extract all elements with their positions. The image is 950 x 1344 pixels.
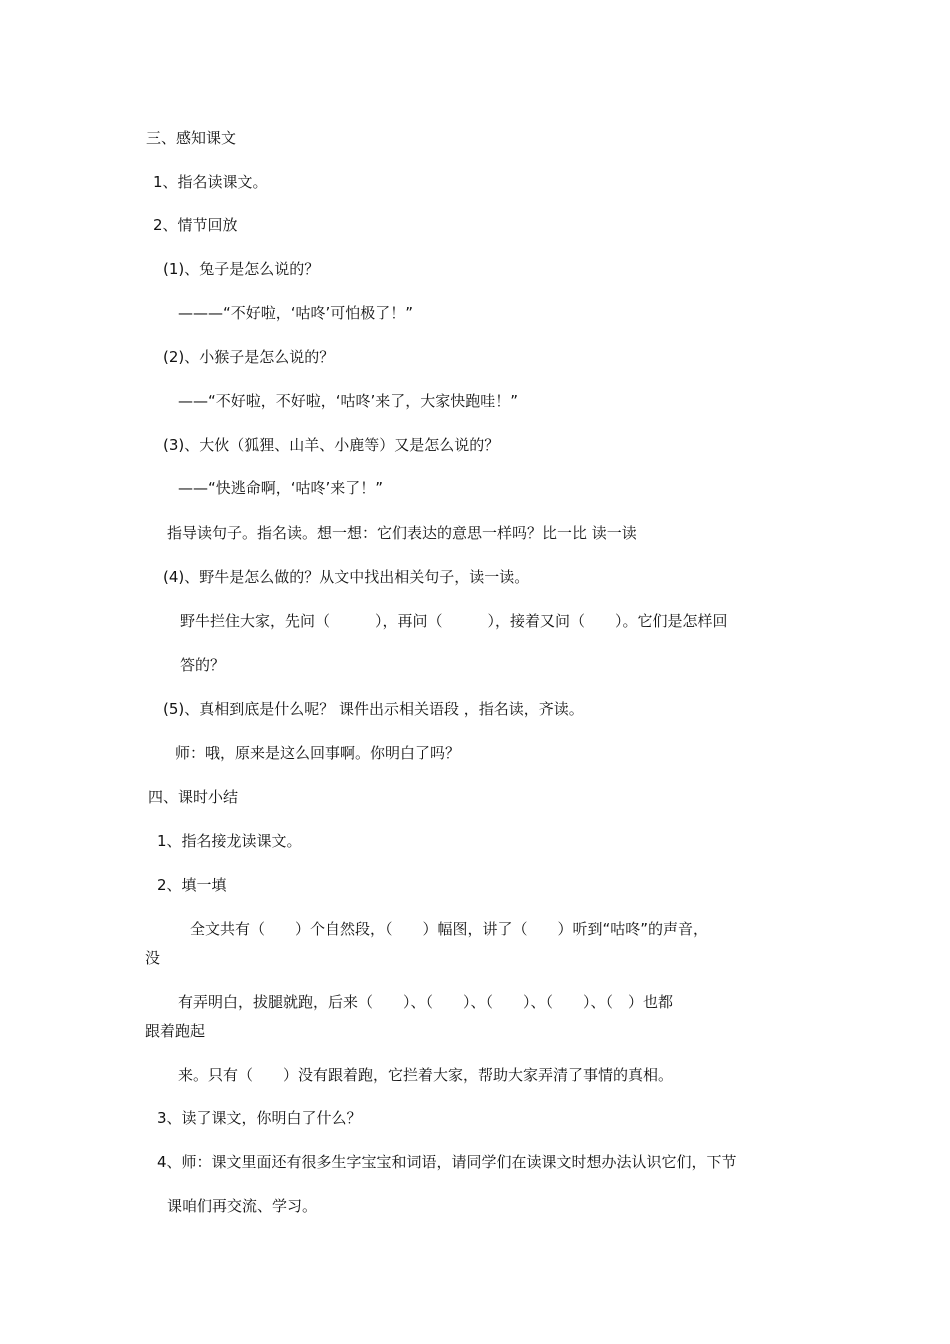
text-line: 2、填一填 [157, 876, 227, 894]
text-line: (2)、小猴子是怎么说的？ [163, 348, 335, 366]
text-line: 2、情节回放 [153, 216, 238, 234]
text-line: 有弄明白，拔腿就跑，后来（ ）、（ ）、（ ）、（ ）、（ ）也都 [178, 993, 674, 1011]
text-line: 答的？ [180, 656, 226, 674]
text-line: 野牛拦住大家，先问（ ），再问（ ），接着又问（ ）。它们是怎样回 [180, 612, 728, 630]
section-heading-3: 三、感知课文 [146, 129, 237, 147]
text-line: 指导读句子。指名读。想一想：它们表达的意思一样吗？比一比 读一读 [167, 524, 637, 542]
text-line: 没 [145, 949, 161, 967]
text-line: 1、指名读课文。 [153, 173, 268, 191]
text-line: 3、读了课文，你明白了什么？ [157, 1109, 362, 1127]
text-line: 课咱们再交流、学习。 [167, 1197, 318, 1215]
text-line: 跟着跑起 [145, 1022, 206, 1040]
text-line: 师：哦，原来是这么回事啊。你明白了吗？ [175, 744, 461, 762]
text-line: ——“快逃命啊，‘咕咚’来了！” [178, 479, 384, 497]
text-line: 来。只有（ ）没有跟着跑，它拦着大家，帮助大家弄清了事情的真相。 [178, 1066, 674, 1084]
text-line: 全文共有（ ）个自然段，（ ）幅图，讲了（ ）听到“咕咚”的声音， [190, 920, 709, 938]
text-line: (5)、真相到底是什么呢？ 课件出示相关语段 ，指名读，齐读。 [163, 700, 584, 718]
text-line: (4)、野牛是怎么做的？从文中找出相关句子，读一读。 [163, 568, 530, 586]
text-line: (1)、兔子是怎么说的？ [163, 260, 320, 278]
section-heading-4: 四、课时小结 [148, 788, 239, 806]
text-line: ———“不好啦，‘咕咚’可怕极了！” [178, 304, 414, 322]
text-line: ——“不好啦，不好啦，‘咕咚’来了，大家快跑哇！” [178, 392, 519, 410]
text-line: 1、指名接龙读课文。 [157, 832, 302, 850]
text-line: (3)、大伙（狐狸、山羊、小鹿等）又是怎么说的？ [163, 436, 500, 454]
text-line: 4、师：课文里面还有很多生字宝宝和词语，请同学们在读课文时想办法认识它们，下节 [157, 1153, 737, 1171]
